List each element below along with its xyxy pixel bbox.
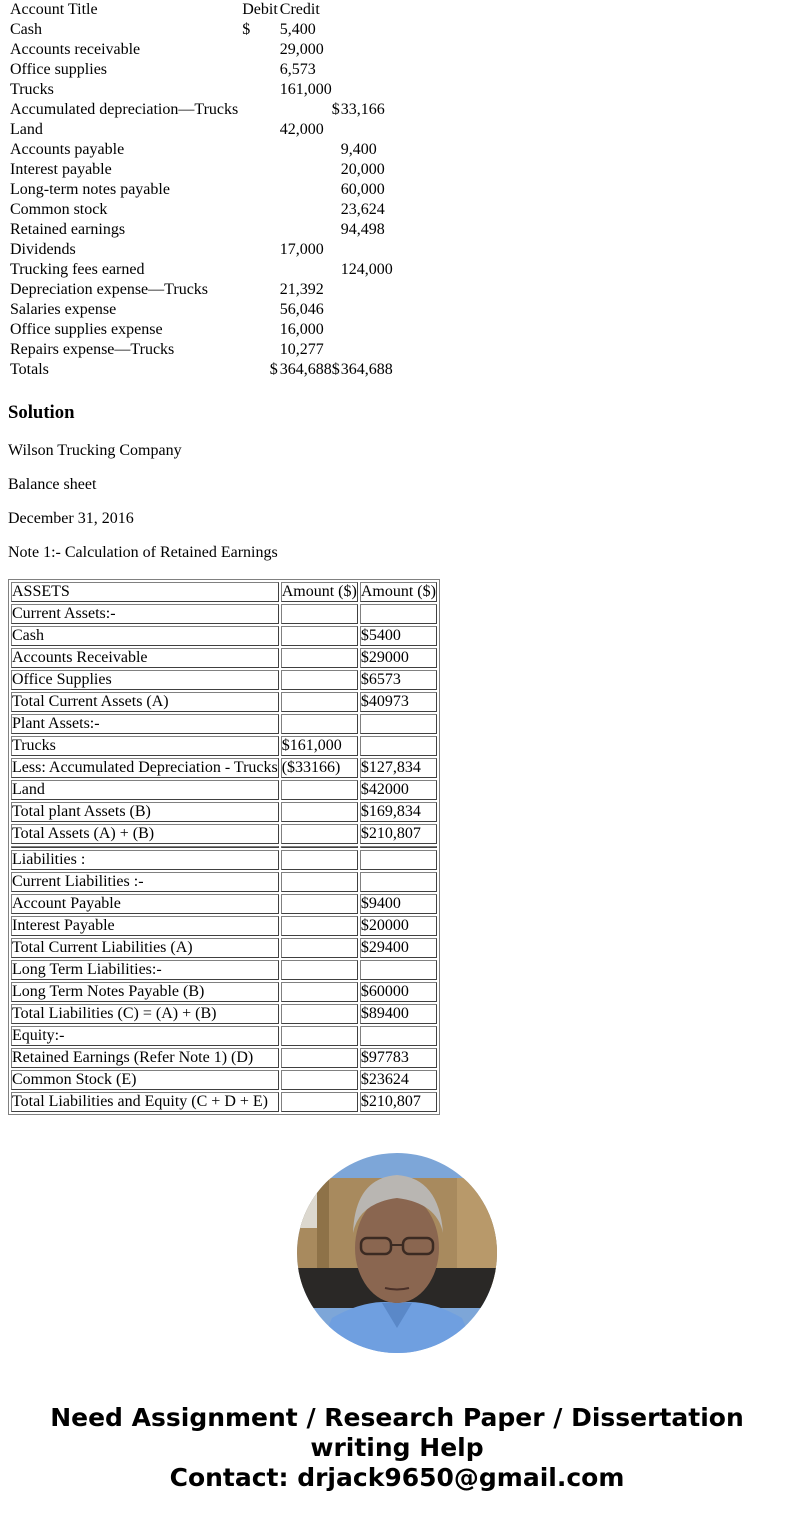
debit-amount: 42,000 [279,121,324,138]
row-amount-2: $5400 [360,626,437,646]
debit-currency-sign [240,40,278,60]
credit-amount: 9,400 [340,141,377,158]
credit-amount [340,240,393,260]
table-row [11,824,437,844]
credit-amount [340,300,393,320]
credit-amount [340,280,393,300]
row-amount-2: $127,834 [360,758,437,778]
promo-line-1: Need Assignment / Research Paper / Dissertation [50,1403,744,1432]
account-title: Cash [10,21,42,38]
table-row [11,872,437,892]
debit-amount [278,220,332,240]
row-amount-1 [281,714,358,734]
credit-currency-sign [332,300,340,320]
row-label: Accounts Receivable [11,648,279,668]
row-label: Long Term Liabilities:- [11,960,279,980]
credit-currency-sign [332,60,340,80]
credit-currency-sign [332,200,340,220]
account-title: Trucks [10,81,54,98]
credit-currency-sign: $ [331,101,340,118]
trial-balance-header-row [8,0,393,20]
trial-balance-totals-row [8,360,393,380]
row-amount-2: $29400 [360,938,437,958]
debit-amount [278,260,332,280]
table-row [11,916,437,936]
table-row [11,692,437,712]
row-amount-1 [281,824,358,844]
table-row [11,758,437,778]
credit-currency-sign [332,80,340,100]
trial-balance-row [8,40,393,60]
debit-currency-sign [240,220,278,240]
row-amount-2: $40973 [360,692,437,712]
credit-currency-sign [332,40,340,60]
row-label: Common Stock (E) [11,1070,279,1090]
debit-amount: 16,000 [279,321,324,338]
credit-currency-sign [332,120,340,140]
account-title: Repairs expense—Trucks [10,341,175,358]
row-amount-2: $210,807 [360,1092,437,1112]
row-amount-2: $9400 [360,894,437,914]
trial-balance-row [8,240,393,260]
row-amount-2: $29000 [360,648,437,668]
row-amount-2: $89400 [360,1004,437,1024]
table-row [11,670,437,690]
row-amount-1 [281,894,358,914]
row-amount-2: $169,834 [360,802,437,822]
statement-date: December 31, 2016 [8,510,134,527]
credit-currency-sign [332,180,340,200]
credit-amount [340,40,393,60]
row-amount-2: $60000 [360,982,437,1002]
row-amount-2: $20000 [360,916,437,936]
table-row [11,1092,437,1112]
row-label: Trucks [11,736,279,756]
debit-total: 364,688 [279,361,332,378]
row-amount-1 [281,1092,358,1112]
debit-currency-sign [240,160,278,180]
balance-sheet-table [8,579,440,1115]
row-label: Retained Earnings (Refer Note 1) (D) [11,1048,279,1068]
account-title: Common stock [10,201,108,218]
promo-banner [0,1403,794,1493]
table-row [11,626,437,646]
row-amount-2 [360,1026,437,1046]
row-amount-1 [281,872,358,892]
table-row [11,802,437,822]
trial-balance-row [8,20,393,40]
trial-balance-row [8,140,393,160]
debit-amount [278,140,332,160]
header-account-title: Account Title [10,1,98,18]
table-row [11,736,437,756]
row-amount-1: ($33166) [281,758,358,778]
credit-amount [340,80,393,100]
debit-currency-sign [240,340,278,360]
row-label: Liabilities : [11,850,279,870]
row-label: Equity:- [11,1026,279,1046]
trial-balance-row [8,60,393,80]
row-label: Total plant Assets (B) [11,802,279,822]
trial-balance-table [8,0,393,380]
debit-amount [278,160,332,180]
row-amount-2 [360,960,437,980]
trial-balance-row [8,340,393,360]
row-amount-1 [281,982,358,1002]
credit-amount: 33,166 [340,101,385,118]
debit-amount [278,100,332,120]
separator-cell [360,846,437,848]
row-label: Total Current Assets (A) [11,692,279,712]
portrait-image [297,1153,497,1353]
row-amount-2: $210,807 [360,824,437,844]
row-amount-1 [281,780,358,800]
row-amount-2: $23624 [360,1070,437,1090]
trial-balance-row [8,180,393,200]
table-row [11,1026,437,1046]
table-row [11,982,437,1002]
trial-balance-row [8,220,393,240]
author-avatar [297,1153,497,1353]
account-title: Dividends [10,241,76,258]
debit-currency-sign [240,300,278,320]
debit-currency-sign [240,320,278,340]
credit-currency-sign [332,320,340,340]
trial-balance-row [8,160,393,180]
trial-balance-row [8,80,393,100]
credit-currency-sign [332,20,340,40]
row-label: Current Assets:- [11,604,279,624]
promo-line-2: writing Help [310,1433,484,1462]
table-row [11,894,437,914]
credit-amount: 94,498 [340,221,385,238]
credit-amount [340,20,393,40]
credit-currency-sign: $ [331,361,340,378]
row-label: Cash [11,626,279,646]
credit-amount: 20,000 [340,161,385,178]
credit-amount: 23,624 [340,201,385,218]
row-label: Current Liabilities :- [11,872,279,892]
row-label: Long Term Notes Payable (B) [11,982,279,1002]
debit-amount: 56,046 [279,301,324,318]
credit-currency-sign [332,140,340,160]
row-amount-1 [281,1048,358,1068]
row-label: Plant Assets:- [11,714,279,734]
account-title: Land [10,121,43,138]
table-row [11,1004,437,1024]
credit-amount [340,340,393,360]
table-separator-row [11,846,437,848]
row-amount-1 [281,670,358,690]
row-label: Total Current Liabilities (A) [11,938,279,958]
debit-currency-sign: $ [269,361,278,378]
balance-sheet-header-row [11,582,437,602]
table-row [11,780,437,800]
row-amount-1 [281,1026,358,1046]
debit-amount: 10,277 [279,341,324,358]
row-label: Account Payable [11,894,279,914]
row-amount-2 [360,736,437,756]
table-row [11,960,437,980]
header-credit: Credit [279,1,320,18]
debit-currency-sign [240,200,278,220]
account-title: Office supplies expense [10,321,163,338]
trial-balance-row [8,280,393,300]
row-amount-2 [360,872,437,892]
debit-currency-sign [240,80,278,100]
table-row [11,938,437,958]
account-title: Accounts receivable [10,41,141,58]
debit-currency-sign [240,120,278,140]
row-amount-1 [281,1070,358,1090]
separator-cell [11,846,279,848]
debit-amount: 6,573 [279,61,316,78]
company-name: Wilson Trucking Company [8,442,182,459]
separator-cell [281,846,358,848]
debit-currency-sign [240,100,278,120]
row-label: Total Assets (A) + (B) [11,824,279,844]
credit-currency-sign [332,260,340,280]
account-title: Salaries expense [10,301,117,318]
trial-balance-row [8,100,393,120]
debit-currency-sign [240,240,278,260]
row-amount-2 [360,850,437,870]
credit-amount: 124,000 [340,261,393,278]
header-assets: ASSETS [11,582,279,602]
row-amount-1 [281,850,358,870]
credit-currency-sign [332,280,340,300]
table-row [11,604,437,624]
debit-amount: 17,000 [279,241,324,258]
table-row [11,714,437,734]
row-amount-1 [281,802,358,822]
credit-currency-sign [332,340,340,360]
statement-title: Balance sheet [8,476,97,493]
debit-currency-sign [240,60,278,80]
row-label: Less: Accumulated Depreciation - Trucks [12,759,278,776]
row-label: Interest Payable [11,916,279,936]
table-row [11,648,437,668]
row-amount-1 [281,692,358,712]
row-label: Total Liabilities and Equity (C + D + E) [11,1092,279,1112]
debit-amount: 161,000 [279,81,332,98]
account-title: Depreciation expense—Trucks [10,281,209,298]
row-amount-1 [281,604,358,624]
row-amount-1 [281,626,358,646]
credit-amount [340,60,393,80]
account-title: Accounts payable [10,141,125,158]
row-label: Land [11,780,279,800]
trial-balance-row [8,200,393,220]
credit-amount [340,320,393,340]
totals-label: Totals [10,361,49,378]
row-amount-2: $97783 [360,1048,437,1068]
debit-amount: 21,392 [279,281,324,298]
row-amount-1 [281,648,358,668]
row-label: Total Liabilities (C) = (A) + (B) [11,1004,279,1024]
row-amount-1 [281,960,358,980]
table-row [11,1070,437,1090]
promo-contact: Contact: drjack9650@gmail.com [169,1463,625,1492]
table-row [11,850,437,870]
header-amount-2: Amount ($) [360,583,436,600]
trial-balance-row [8,320,393,340]
solution-heading: Solution [8,402,75,423]
debit-amount [278,200,332,220]
credit-total: 364,688 [340,361,393,378]
row-amount-1 [281,1004,358,1024]
account-title: Interest payable [10,161,112,178]
credit-currency-sign [332,160,340,180]
table-row [11,1048,437,1068]
row-amount-1 [281,938,358,958]
trial-balance-row [8,300,393,320]
row-amount-2 [360,604,437,624]
account-title: Retained earnings [10,221,126,238]
debit-currency-sign: $ [242,21,251,38]
retained-earnings-note: Note 1:- Calculation of Retained Earnings [8,544,278,561]
credit-currency-sign [332,240,340,260]
header-debit: Debit [242,1,278,18]
debit-currency-sign [240,280,278,300]
row-amount-1 [281,916,358,936]
debit-currency-sign [240,180,278,200]
row-amount-2: $42000 [360,780,437,800]
debit-amount: 29,000 [279,41,324,58]
trial-balance-row [8,120,393,140]
account-title: Accumulated depreciation—Trucks [10,101,239,118]
row-amount-2 [360,714,437,734]
account-title: Office supplies [10,61,108,78]
credit-currency-sign [332,220,340,240]
header-amount-1: Amount ($) [281,583,357,600]
row-amount-2: $6573 [360,670,437,690]
row-label: Office Supplies [11,670,279,690]
debit-amount: 5,400 [279,21,316,38]
credit-amount: 60,000 [340,181,385,198]
debit-currency-sign [240,140,278,160]
account-title: Trucking fees earned [10,261,145,278]
trial-balance-row [8,260,393,280]
debit-currency-sign [240,260,278,280]
credit-amount [340,120,393,140]
debit-amount [278,180,332,200]
account-title: Long-term notes payable [10,181,170,198]
row-amount-1: $161,000 [281,736,358,756]
